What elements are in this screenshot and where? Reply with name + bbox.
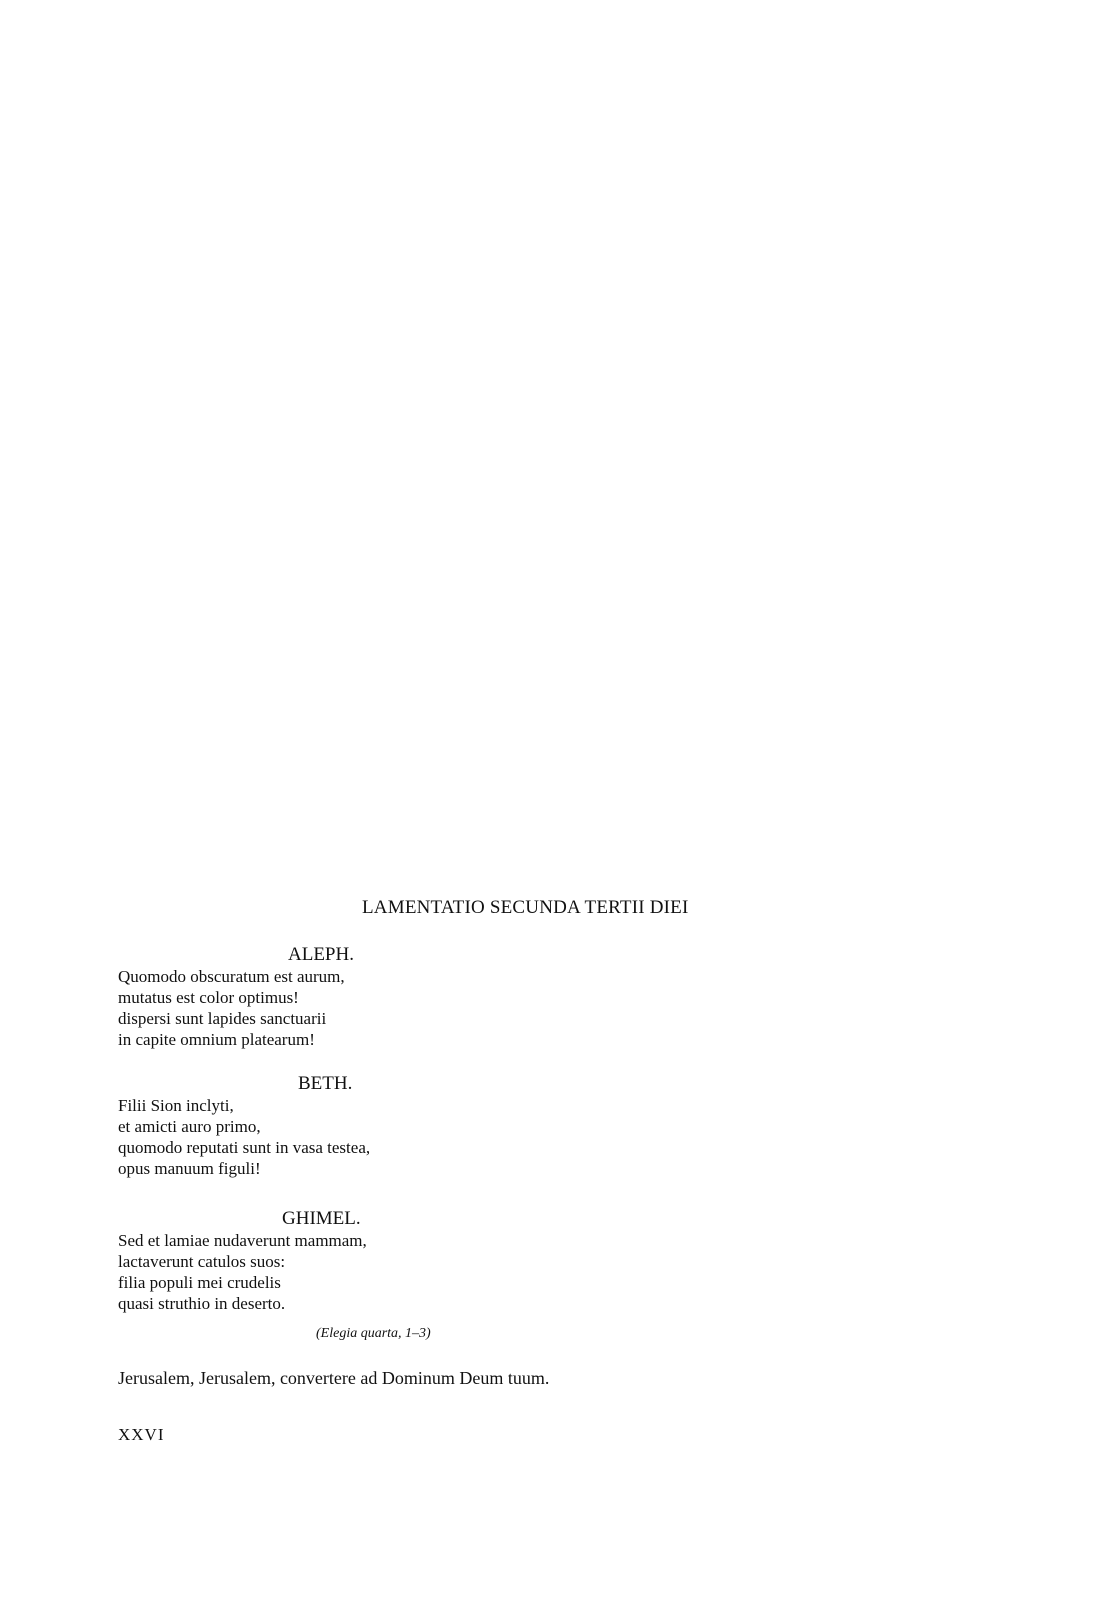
verse-lines	[118, 966, 345, 1050]
verse-line: in capite omnium platearum!	[118, 1030, 315, 1049]
stanza-heading: ALEPH.	[288, 944, 354, 965]
stanza-heading: BETH.	[298, 1073, 353, 1094]
page-number: XXVI	[118, 1425, 165, 1444]
verse-line: lactaverunt catulos suos:	[118, 1252, 286, 1271]
stanza-heading: GHIMEL.	[282, 1208, 361, 1229]
page-title: LAMENTATIO SECUNDA TERTII DIEI	[362, 897, 689, 918]
verse-line: Quomodo obscuratum est aurum,	[118, 967, 345, 986]
verse-lines	[118, 1230, 367, 1314]
refrain: Jerusalem, Jerusalem, convertere ad Dominum Deum tuum.	[118, 1368, 550, 1388]
verse-line: Sed et lamiae nudaverunt mammam,	[118, 1231, 367, 1250]
citation: (Elegia quarta, 1–3)	[316, 1326, 431, 1341]
verse-line: et amicti auro primo,	[118, 1117, 261, 1136]
verse-line: quasi struthio in deserto.	[118, 1294, 286, 1313]
verse-line: dispersi sunt lapides sanctuarii	[118, 1009, 327, 1028]
verse-line: quomodo reputati sunt in vasa testea,	[118, 1138, 371, 1157]
verse-line: filia populi mei crudelis	[118, 1273, 281, 1292]
verse-line: Filii Sion inclyti,	[118, 1096, 234, 1115]
verse-line: opus manuum figuli!	[118, 1159, 261, 1178]
verse-lines	[118, 1095, 370, 1179]
verse-line: mutatus est color optimus!	[118, 988, 299, 1007]
